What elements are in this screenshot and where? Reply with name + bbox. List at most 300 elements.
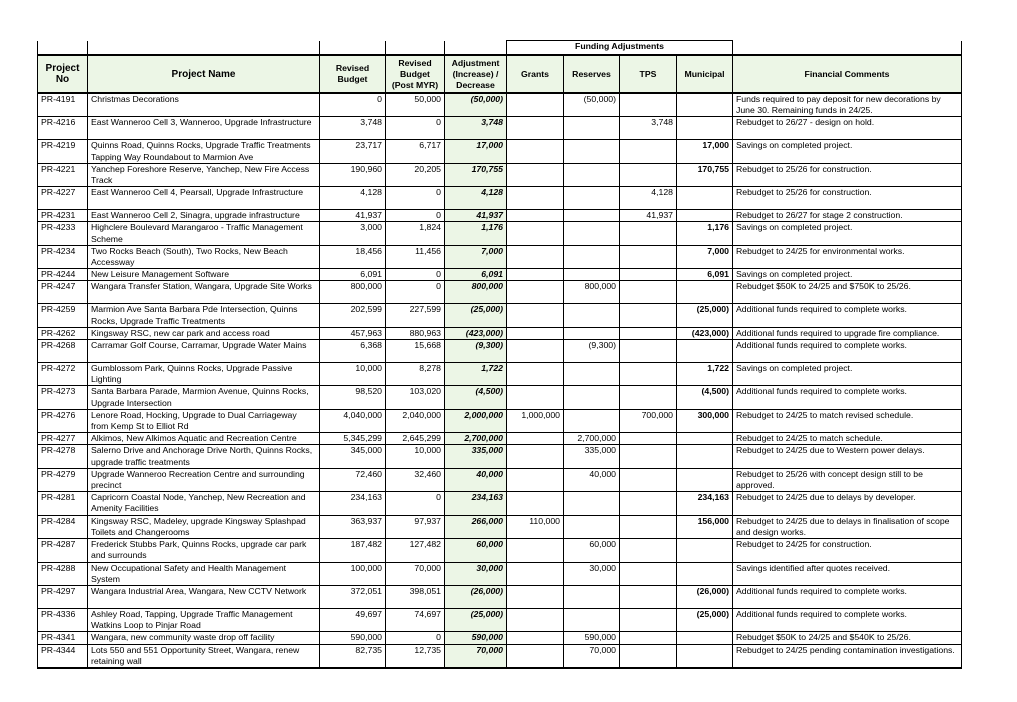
financial-comment-cell: Savings on completed project. [733,269,962,281]
table-row [38,386,962,409]
tps-cell [620,539,677,562]
project-name-cell: Lenore Road, Hocking, Upgrade to Dual Carriageway from Kemp St to Elliot Rd [88,409,320,432]
project-name-cell: Frederick Stubbs Park, Quinns Rocks, upgrade car park and surrounds [88,539,320,562]
tps-cell: 3,748 [620,117,677,140]
reserves-cell [564,363,620,386]
revised-post-myr-cell: 103,020 [386,386,445,409]
project-name-cell: Marmion Ave Santa Barbara Pde Intersection, Quinns Rocks, Upgrade Traffic Treatments [88,304,320,327]
tps-cell [620,468,677,491]
reserves-cell: 590,000 [564,632,620,644]
grants-cell [507,445,564,468]
project-no-cell: PR-4276 [38,409,88,432]
adjustment-cell: 41,937 [445,210,507,222]
tps-cell [620,245,677,268]
revised-post-myr-cell: 8,278 [386,363,445,386]
financial-comment-cell: Rebudget to 24/25 for construction. [733,539,962,562]
reserves-cell [564,304,620,327]
grants-cell [507,468,564,491]
revised-post-myr-cell: 0 [386,281,445,304]
tps-cell [620,562,677,585]
revised-post-myr-cell: 70,000 [386,562,445,585]
grants-cell [507,632,564,644]
reserves-cell: (50,000) [564,93,620,117]
col-revised-post-myr: Revised Budget (Post MYR) [386,55,445,93]
reserves-cell [564,608,620,631]
project-no-cell: PR-4273 [38,386,88,409]
project-name-cell: Alkimos, New Alkimos Aquatic and Recreation Centre [88,433,320,445]
reserves-cell: 60,000 [564,539,620,562]
project-no-cell: PR-4284 [38,515,88,538]
tps-cell [620,386,677,409]
grants-cell [507,245,564,268]
revised-post-myr-cell: 0 [386,492,445,515]
col-adjustment: Adjustment (Increase) / Decrease [445,55,507,93]
adjustment-cell: (25,000) [445,304,507,327]
financial-comment-cell: Rebudget to 24/25 due to Western power delays. [733,445,962,468]
revised-post-myr-cell: 2,645,299 [386,433,445,445]
adjustment-cell: 234,163 [445,492,507,515]
reserves-cell [564,210,620,222]
grants-cell [507,644,564,668]
project-no-cell: PR-4344 [38,644,88,668]
financial-comment-cell: Rebudget to 25/26 for construction. [733,163,962,186]
financial-comment-cell: Additional funds required to complete works. [733,340,962,363]
tps-cell [620,363,677,386]
table-row [38,468,962,491]
adjustment-cell: 2,700,000 [445,433,507,445]
reserves-cell [564,269,620,281]
municipal-cell [677,340,733,363]
adjustment-cell: 335,000 [445,445,507,468]
tps-cell [620,93,677,117]
project-name-cell: Gumblossom Park, Quinns Rocks, Upgrade Passive Lighting [88,363,320,386]
project-no-cell: PR-4278 [38,445,88,468]
table-row [38,632,962,644]
table-row [38,644,962,668]
project-name-cell: Lots 550 and 551 Opportunity Street, Wangara, renew retaining wall [88,644,320,668]
table-row [38,445,962,468]
project-name-cell: Highclere Boulevard Marangaroo - Traffic Management Scheme [88,222,320,245]
financial-comment-cell: Rebudget to 24/25 pending contamination investigations. [733,644,962,668]
grants-cell [507,281,564,304]
reserves-cell [564,187,620,210]
revised-post-myr-cell: 0 [386,187,445,210]
project-no-cell: PR-4268 [38,340,88,363]
revised-post-myr-cell: 1,824 [386,222,445,245]
financial-comment-cell: Rebudget to 24/25 due to delays in finalisation of scope and design works. [733,515,962,538]
table-row [38,562,962,585]
grants-cell [507,340,564,363]
table-row [38,281,962,304]
col-tps: TPS [620,55,677,93]
project-no-cell: PR-4244 [38,269,88,281]
adjustment-cell: 1,176 [445,222,507,245]
reserves-cell [564,327,620,339]
revised-post-myr-cell: 12,735 [386,644,445,668]
project-no-cell: PR-4259 [38,304,88,327]
grants-cell [507,386,564,409]
grants-cell [507,585,564,608]
tps-cell [620,608,677,631]
project-name-cell: Capricorn Coastal Node, Yanchep, New Recreation and Amenity Facilities [88,492,320,515]
project-no-cell: PR-4281 [38,492,88,515]
reserves-cell [564,386,620,409]
table-row [38,515,962,538]
adjustment-cell: 60,000 [445,539,507,562]
project-name-cell: Ashley Road, Tapping, Upgrade Traffic Management Watkins Loop to Pinjar Road [88,608,320,631]
municipal-cell [677,445,733,468]
municipal-cell [677,210,733,222]
reserves-cell: 30,000 [564,562,620,585]
revised-post-myr-cell: 2,040,000 [386,409,445,432]
municipal-cell: (423,000) [677,327,733,339]
project-no-cell: PR-4247 [38,281,88,304]
municipal-cell [677,187,733,210]
revised-budget-cell: 82,735 [320,644,386,668]
table-row [38,245,962,268]
project-no-cell: PR-4277 [38,433,88,445]
financial-comment-cell: Additional funds required to complete works. [733,585,962,608]
municipal-cell: 6,091 [677,269,733,281]
municipal-cell [677,93,733,117]
adjustment-cell: 800,000 [445,281,507,304]
project-name-cell: Wangara, new community waste drop off facility [88,632,320,644]
revised-post-myr-cell: 32,460 [386,468,445,491]
adjustment-cell: 4,128 [445,187,507,210]
adjustment-cell: 17,000 [445,140,507,163]
reserves-cell [564,140,620,163]
tps-cell [620,163,677,186]
funding-adjustments-header: Funding Adjustments [507,41,733,56]
revised-budget-cell: 72,460 [320,468,386,491]
revised-budget-cell: 800,000 [320,281,386,304]
tps-cell [620,140,677,163]
project-name-cell: Kingsway RSC, new car park and access road [88,327,320,339]
grants-cell [507,140,564,163]
grants-cell: 110,000 [507,515,564,538]
table-row [38,93,962,117]
project-name-cell: Kingsway RSC, Madeley, upgrade Kingsway Splashpad Toilets and Changerooms [88,515,320,538]
revised-budget-cell: 3,748 [320,117,386,140]
project-name-cell: Wangara Industrial Area, Wangara, New CCTV Network [88,585,320,608]
table-row [38,163,962,186]
financial-comment-cell: Rebudget $50K to 24/25 and $750K to 25/26. [733,281,962,304]
adjustment-cell: 30,000 [445,562,507,585]
col-municipal: Municipal [677,55,733,93]
grants-cell [507,304,564,327]
reserves-cell [564,515,620,538]
col-project-no: Project No [38,55,88,93]
revised-budget-cell: 345,000 [320,445,386,468]
revised-budget-cell: 49,697 [320,608,386,631]
revised-budget-cell: 372,051 [320,585,386,608]
revised-post-myr-cell: 15,668 [386,340,445,363]
adjustment-cell: (4,500) [445,386,507,409]
project-no-cell: PR-4227 [38,187,88,210]
adjustment-cell: 2,000,000 [445,409,507,432]
reserves-cell [564,585,620,608]
reserves-cell: 800,000 [564,281,620,304]
tps-cell [620,281,677,304]
table-row [38,222,962,245]
revised-post-myr-cell: 0 [386,210,445,222]
financial-comment-cell: Rebudget to 25/26 for construction. [733,187,962,210]
reserves-cell: 40,000 [564,468,620,491]
project-name-cell: New Leisure Management Software [88,269,320,281]
revised-budget-cell: 234,163 [320,492,386,515]
municipal-cell: (26,000) [677,585,733,608]
municipal-cell [677,644,733,668]
municipal-cell [677,632,733,644]
project-no-cell: PR-4297 [38,585,88,608]
municipal-cell: 1,176 [677,222,733,245]
col-revised-budget: Revised Budget [320,55,386,93]
revised-budget-cell: 4,128 [320,187,386,210]
municipal-cell [677,539,733,562]
table-row [38,140,962,163]
municipal-cell: 17,000 [677,140,733,163]
table-row [38,269,962,281]
revised-budget-cell: 187,482 [320,539,386,562]
revised-budget-cell: 3,000 [320,222,386,245]
project-no-cell: PR-4288 [38,562,88,585]
revised-budget-cell: 6,368 [320,340,386,363]
municipal-cell: (4,500) [677,386,733,409]
tps-cell: 700,000 [620,409,677,432]
financial-comment-cell: Rebudget $50K to 24/25 and $540K to 25/26. [733,632,962,644]
grants-cell [507,222,564,245]
grants-cell [507,363,564,386]
adjustment-cell: 70,000 [445,644,507,668]
financial-comment-cell: Additional funds required to complete works. [733,608,962,631]
grants-cell [507,163,564,186]
municipal-cell: (25,000) [677,608,733,631]
revised-budget-cell: 0 [320,93,386,117]
revised-post-myr-cell: 74,697 [386,608,445,631]
table-row [38,363,962,386]
tps-cell [620,304,677,327]
revised-post-myr-cell: 0 [386,117,445,140]
table-row [38,117,962,140]
project-name-cell: Salerno Drive and Anchorage Drive North, Quinns Rocks, upgrade traffic treatments [88,445,320,468]
revised-post-myr-cell: 0 [386,632,445,644]
revised-budget-cell: 457,963 [320,327,386,339]
reserves-cell: 335,000 [564,445,620,468]
municipal-cell: 300,000 [677,409,733,432]
project-name-cell: Santa Barbara Parade, Marmion Avenue, Quinns Rocks, Upgrade Intersection [88,386,320,409]
project-name-cell: East Wanneroo Cell 3, Wanneroo, Upgrade Infrastructure [88,117,320,140]
grants-cell [507,187,564,210]
grants-cell [507,492,564,515]
table-row [38,340,962,363]
municipal-cell [677,117,733,140]
table-row [38,539,962,562]
table-row [38,304,962,327]
revised-post-myr-cell: 10,000 [386,445,445,468]
reserves-cell [564,222,620,245]
adjustment-cell: (26,000) [445,585,507,608]
tps-cell [620,445,677,468]
table-row [38,210,962,222]
project-no-cell: PR-4219 [38,140,88,163]
financial-comment-cell: Savings on completed project. [733,363,962,386]
reserves-cell [564,117,620,140]
revised-budget-cell: 590,000 [320,632,386,644]
tps-cell [620,644,677,668]
municipal-cell: 234,163 [677,492,733,515]
reserves-cell [564,409,620,432]
revised-budget-cell: 190,960 [320,163,386,186]
table-row [38,585,962,608]
revised-budget-cell: 98,520 [320,386,386,409]
municipal-cell [677,281,733,304]
revised-post-myr-cell: 6,717 [386,140,445,163]
adjustment-cell: (50,000) [445,93,507,117]
project-name-cell: Wangara Transfer Station, Wangara, Upgrade Site Works [88,281,320,304]
project-no-cell: PR-4234 [38,245,88,268]
grants-cell [507,269,564,281]
financial-comment-cell: Rebudget to 25/26 with concept design still to be approved. [733,468,962,491]
tps-cell: 41,937 [620,210,677,222]
grants-cell [507,608,564,631]
adjustment-cell: 7,000 [445,245,507,268]
grants-cell [507,210,564,222]
revised-post-myr-cell: 20,205 [386,163,445,186]
grants-cell [507,539,564,562]
revised-budget-cell: 41,937 [320,210,386,222]
grants-cell [507,93,564,117]
project-no-cell: PR-4233 [38,222,88,245]
revised-budget-cell: 202,599 [320,304,386,327]
revised-post-myr-cell: 398,051 [386,585,445,608]
tps-cell [620,269,677,281]
municipal-cell: 156,000 [677,515,733,538]
table-row [38,492,962,515]
project-no-cell: PR-4287 [38,539,88,562]
table-row [38,187,962,210]
project-name-cell: Upgrade Wanneroo Recreation Centre and surrounding precinct [88,468,320,491]
adjustment-cell: (25,000) [445,608,507,631]
financial-comment-cell: Additional funds required to complete works. [733,304,962,327]
tps-cell: 4,128 [620,187,677,210]
reserves-cell [564,163,620,186]
financial-comment-cell: Rebudget to 24/25 to match revised schedule. [733,409,962,432]
grants-cell: 1,000,000 [507,409,564,432]
municipal-cell: 1,722 [677,363,733,386]
revised-budget-cell: 4,040,000 [320,409,386,432]
reserves-cell: 70,000 [564,644,620,668]
adjustment-cell: 170,755 [445,163,507,186]
tps-cell [620,492,677,515]
project-name-cell: East Wanneroo Cell 2, Sinagra, upgrade infrastructure [88,210,320,222]
reserves-cell: (9,300) [564,340,620,363]
financial-comment-cell: Rebudget to 26/27 for stage 2 construction. [733,210,962,222]
project-name-cell: Christmas Decorations [88,93,320,117]
project-name-cell: Two Rocks Beach (South), Two Rocks, New Beach Accessway [88,245,320,268]
municipal-cell [677,468,733,491]
table-row [38,409,962,432]
municipal-cell: (25,000) [677,304,733,327]
revised-budget-cell: 6,091 [320,269,386,281]
tps-cell [620,327,677,339]
municipal-cell: 170,755 [677,163,733,186]
revised-post-myr-cell: 50,000 [386,93,445,117]
project-no-cell: PR-4191 [38,93,88,117]
municipal-cell [677,562,733,585]
municipal-cell [677,433,733,445]
financial-comment-cell: Savings identified after quotes received. [733,562,962,585]
adjustment-cell: 590,000 [445,632,507,644]
table-row [38,327,962,339]
col-project-name: Project Name [88,55,320,93]
revised-post-myr-cell: 227,599 [386,304,445,327]
project-name-cell: Yanchep Foreshore Reserve, Yanchep, New Fire Access Track [88,163,320,186]
revised-budget-cell: 100,000 [320,562,386,585]
adjustment-cell: (9,300) [445,340,507,363]
project-no-cell: PR-4231 [38,210,88,222]
municipal-cell: 7,000 [677,245,733,268]
project-no-cell: PR-4272 [38,363,88,386]
adjustment-cell: 1,722 [445,363,507,386]
table-row [38,433,962,445]
financial-comment-cell: Rebudget to 24/25 due to delays by developer. [733,492,962,515]
revised-budget-cell: 23,717 [320,140,386,163]
tps-cell [620,632,677,644]
revised-budget-cell: 10,000 [320,363,386,386]
revised-budget-cell: 5,345,299 [320,433,386,445]
funding-adjustments-table [37,40,962,669]
financial-comment-cell: Rebudget to 24/25 to match schedule. [733,433,962,445]
adjustment-cell: 266,000 [445,515,507,538]
grants-cell [507,562,564,585]
tps-cell [620,585,677,608]
revised-post-myr-cell: 0 [386,269,445,281]
project-no-cell: PR-4216 [38,117,88,140]
col-grants: Grants [507,55,564,93]
grants-cell [507,327,564,339]
adjustment-cell: 3,748 [445,117,507,140]
tps-cell [620,433,677,445]
tps-cell [620,515,677,538]
adjustment-cell: (423,000) [445,327,507,339]
adjustment-cell: 40,000 [445,468,507,491]
reserves-cell [564,492,620,515]
column-header-row [38,55,962,93]
grants-cell [507,433,564,445]
financial-comment-cell: Savings on completed project. [733,222,962,245]
project-name-cell: Carramar Golf Course, Carramar, Upgrade Water Mains [88,340,320,363]
revised-post-myr-cell: 97,937 [386,515,445,538]
tps-cell [620,340,677,363]
financial-comment-cell: Savings on completed project. [733,140,962,163]
tps-cell [620,222,677,245]
table-row [38,608,962,631]
revised-post-myr-cell: 11,456 [386,245,445,268]
project-no-cell: PR-4336 [38,608,88,631]
revised-budget-cell: 18,456 [320,245,386,268]
col-reserves: Reserves [564,55,620,93]
group-header-row [38,41,962,56]
reserves-cell: 2,700,000 [564,433,620,445]
financial-comment-cell: Additional funds required to upgrade fire compliance. [733,327,962,339]
adjustment-cell: 6,091 [445,269,507,281]
financial-comment-cell: Additional funds required to complete works. [733,386,962,409]
financial-comment-cell: Funds required to pay deposit for new decorations by June 30. Remaining funds in 24/25. [733,93,962,117]
col-financial-comments: Financial Comments [733,55,962,93]
financial-comment-cell: Rebudget to 24/25 for environmental works. [733,245,962,268]
revised-budget-cell: 363,937 [320,515,386,538]
project-name-cell: East Wanneroo Cell 4, Pearsall, Upgrade Infrastructure [88,187,320,210]
